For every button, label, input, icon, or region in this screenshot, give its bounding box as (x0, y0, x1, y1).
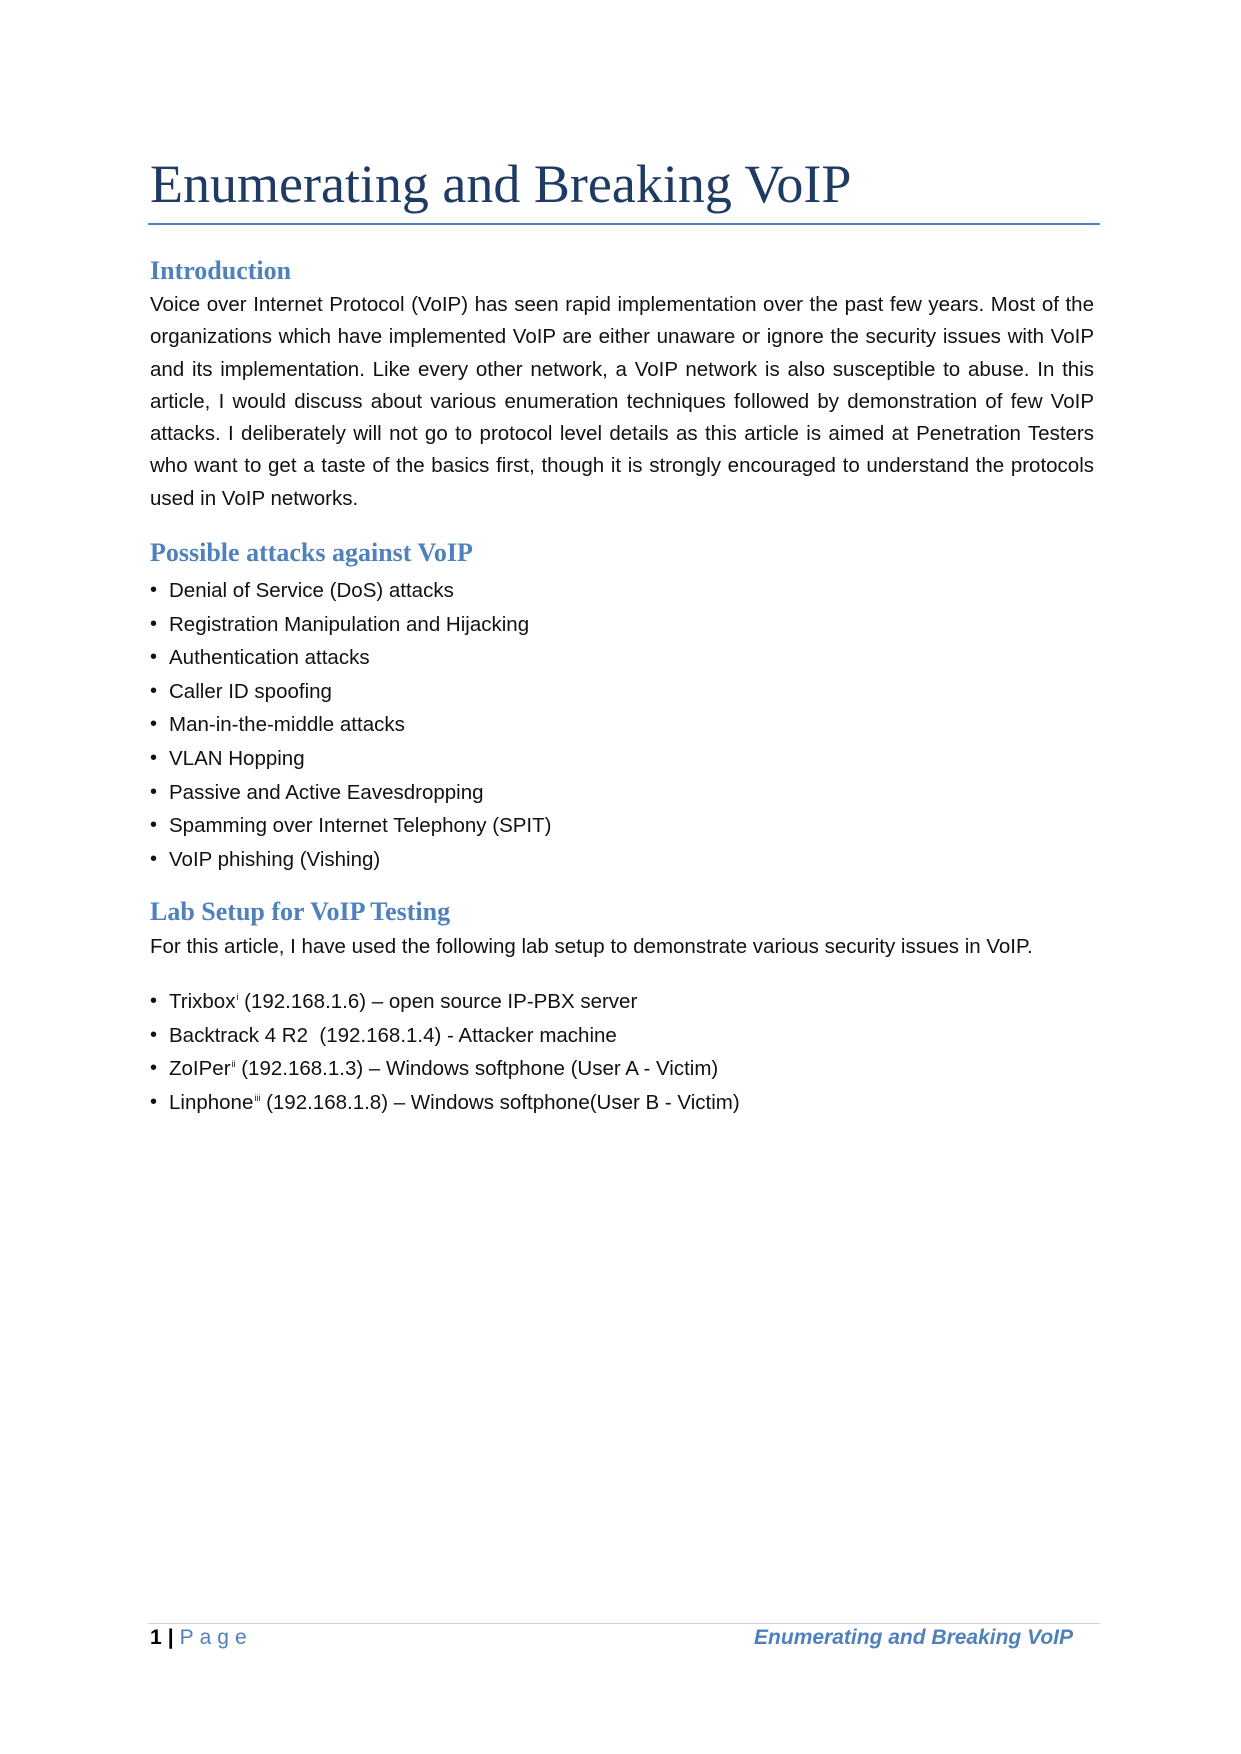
lab-intro-paragraph: For this article, I have used the following lab setup to demonstrate various security issues in VoIP. (150, 935, 1033, 958)
page-label: Page (179, 1626, 253, 1649)
attack-item-label: VoIP phishing (Vishing) (169, 847, 381, 871)
footer-separator: | (167, 1626, 174, 1649)
heading-introduction: Introduction (150, 256, 292, 285)
attack-item-label: Passive and Active Eavesdropping (169, 780, 484, 804)
footer-divider (148, 1623, 1100, 1624)
attack-item-label: Spamming over Internet Telephony (SPIT) (169, 814, 552, 838)
attack-item-label: Man-in-the-middle attacks (169, 713, 405, 737)
footer-running-title: Enumerating and Breaking VoIP (754, 1626, 1073, 1649)
lab-item-detail: (192.168.1.3) – Windows softphone (User A - Victim) (235, 1057, 719, 1081)
lab-item-name: Trixbox (169, 990, 236, 1013)
heading-lab-setup: Lab Setup for VoIP Testing (150, 897, 451, 926)
bullet-icon: • (150, 646, 158, 669)
endnote-ref[interactable]: ii (231, 1059, 236, 1070)
list-item (150, 708, 551, 742)
list-item (150, 742, 551, 776)
lab-item-name: Backtrack 4 R2 (169, 1023, 308, 1047)
lab-item-detail: (192.168.1.6) – open source IP-PBX server (238, 990, 638, 1013)
page-title: Enumerating and Breaking VoIP (150, 154, 852, 214)
list-item (150, 776, 551, 810)
bullet-icon: • (150, 990, 158, 1012)
lab-item-detail: (192.168.1.4) - Attacker machine (308, 1023, 617, 1047)
bullet-icon: • (150, 679, 158, 702)
attacks-list (150, 574, 551, 876)
bullet-icon: • (150, 579, 158, 601)
bullet-icon: • (150, 847, 158, 870)
footer-page-indicator (150, 1626, 253, 1650)
attack-item-label: Caller ID spoofing (169, 679, 332, 703)
list-item (150, 641, 551, 675)
bullet-icon: • (150, 746, 158, 769)
lab-item-name: Linphone (169, 1090, 254, 1114)
bullet-icon: • (150, 780, 158, 803)
attack-item-label: Registration Manipulation and Hijacking (169, 612, 530, 636)
bullet-icon: • (150, 1057, 158, 1080)
attack-item-label: Denial of Service (DoS) attacks (169, 579, 454, 602)
heading-attacks: Possible attacks against VoIP (150, 538, 473, 567)
lab-list (150, 985, 740, 1119)
list-item (150, 1086, 740, 1120)
attack-item-label: Authentication attacks (169, 646, 370, 670)
list-item (150, 1019, 740, 1053)
lab-item-name: ZoIPer (169, 1057, 231, 1081)
introduction-paragraph: Voice over Internet Protocol (VoIP) has seen rapid implementation over the past few years. Most of the organizations which have implemented VoIP are either unaware or ignore the security issues with VoIP and its implementation. Like every other network, a VoIP network is also susceptible to abuse. In this article, I would discuss about various enumeration techniques followed by demonstration of few VoIP attacks. I deliberately will not go to protocol level details as this article is aimed at Penetration Testers who want to get a taste of the basics first, though it is strongly encouraged to understand the protocols used in VoIP networks. (150, 293, 1094, 510)
title-divider (148, 223, 1100, 225)
list-item (150, 608, 551, 642)
list-item (150, 574, 551, 608)
bullet-icon: • (150, 713, 158, 736)
list-item (150, 809, 551, 843)
attack-item-label: VLAN Hopping (169, 746, 305, 770)
page-number: 1 (150, 1626, 162, 1649)
endnote-ref[interactable]: iii (254, 1092, 261, 1103)
bullet-icon: • (150, 612, 158, 635)
list-item (150, 985, 740, 1019)
endnote-ref[interactable]: i (236, 992, 239, 1002)
bullet-icon: • (150, 1090, 158, 1113)
list-item (150, 675, 551, 709)
bullet-icon: • (150, 814, 158, 837)
bullet-icon: • (150, 1023, 158, 1046)
lab-item-detail: (192.168.1.8) – Windows softphone(User B - Victim) (260, 1090, 740, 1114)
list-item (150, 843, 551, 877)
list-item (150, 1052, 740, 1086)
